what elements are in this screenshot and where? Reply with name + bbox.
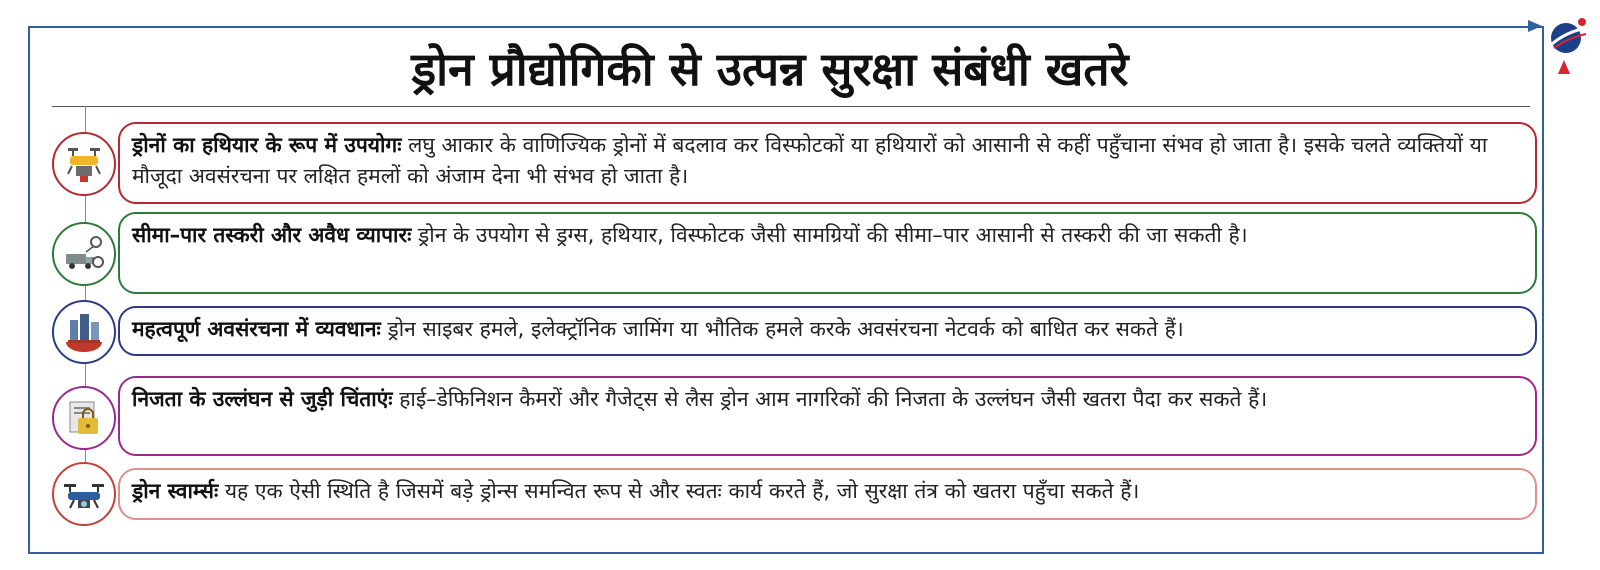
threat-heading: निजता के उल्लंघन से जुड़ी चिंताएं [132,387,393,411]
threat-heading: ड्रोनों का हथियार के रूप में उपयोग [132,133,402,157]
infrastructure-gear-icon [52,300,116,364]
diagram-title: ड्रोन प्रौद्योगिकी से उत्पन्न सुरक्षा संबंधी खतरे [411,42,1129,96]
threat-card [118,122,1537,204]
threat-item-drone-swarms [52,468,1537,520]
frame-arrow-right-icon [1528,20,1542,32]
frame-arrow-up-icon [1558,60,1570,74]
threat-card [118,468,1537,520]
threat-card [118,376,1537,456]
threat-description: ड्रोन साइबर हमले, इलेक्ट्रॉनिक जामिंग या भौतिक हमले करके अवसंरचना नेटवर्क को बाधित कर सकते हैं। [387,317,1184,341]
threat-description: हाई–डेफिनिशन कैमरों और गैजेट्स से लैस ड्रोन आम नागरिकों की निजता के उल्लंघन जैसी खतरा पैदा कर सकते हैं। [399,387,1268,411]
threat-description: ड्रोन के उपयोग से ड्रग्स, हथियार, विस्फोटक जैसी सामग्रियों की सीमा–पार आसानी से तस्करी की जा सकती है। [418,223,1248,247]
threat-description: यह एक ऐसी स्थिति है जिसमें बड़े ड्रोन्स समन्वित रूप से और स्वतः कार्य करते हैं, जो सुरक्षा तंत्र को खतरा पहुँचा सकते हैं। [224,479,1140,503]
threat-item-weaponization [52,122,1537,204]
title-divider [52,106,1530,107]
threat-heading: सीमा–पार तस्करी और अवैध व्यापार [132,223,412,247]
threat-card [118,212,1537,294]
smuggling-truck-icon [52,222,116,286]
privacy-lock-icon [52,386,116,450]
threat-heading: महत्वपूर्ण अवसंरचना में व्यवधान [132,317,381,341]
threat-item-infrastructure [52,306,1537,356]
brand-logo-icon [1546,14,1590,58]
threat-description: लघु आकार के वाणिज्यिक ड्रोनों में बदलाव कर विस्फोटकों या हथियारों को आसानी से कहीं पहुँचाना संभव हो जाता है। इसके चलते व्यक्तियों या मौजूदा अवसंरचना पर लक्षित हमलों को अंजाम देना भी संभव हो जाता है। [132,133,1488,188]
drone-swarm-icon [52,462,116,526]
armed-drone-icon [52,132,116,196]
threat-heading: ड्रोन स्वार्म्स [132,479,219,503]
threat-item-privacy [52,376,1537,456]
threat-item-smuggling [52,212,1537,294]
threat-card [118,306,1537,356]
